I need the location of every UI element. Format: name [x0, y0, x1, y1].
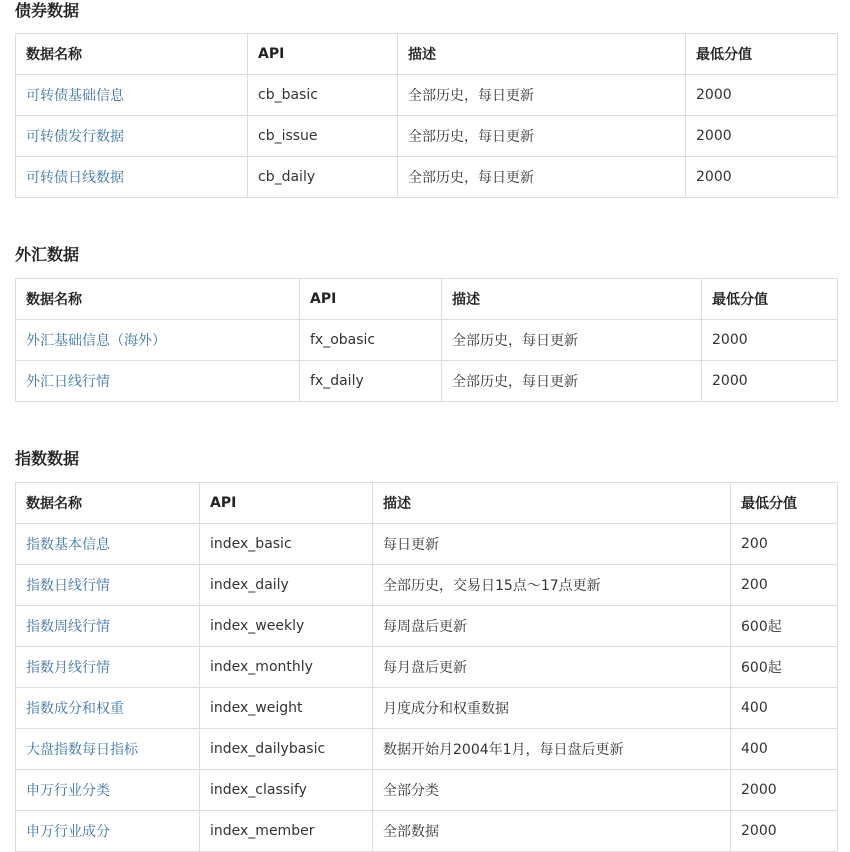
dataset-link[interactable]: 可转债日线数据 [26, 170, 124, 186]
name-cell [16, 770, 200, 811]
table-row [16, 116, 838, 157]
api-cell: index_monthly [200, 647, 373, 688]
api-cell: index_dailybasic [200, 729, 373, 770]
table-row [16, 647, 838, 688]
table-row [16, 688, 838, 729]
table-row [16, 524, 838, 565]
section-title-forex: 外汇数据 [15, 245, 80, 264]
name-cell [16, 320, 300, 361]
api-cell: index_member [200, 811, 373, 852]
description-cell: 全部历史，每日更新 [442, 361, 702, 402]
dataset-link[interactable]: 指数成分和权重 [26, 701, 124, 717]
table-row [16, 320, 838, 361]
description-cell: 全部历史，每日更新 [398, 75, 686, 116]
column-header-description: 描述 [398, 34, 686, 75]
min-score-cell: 200 [731, 565, 838, 606]
table-row [16, 361, 838, 402]
api-cell: index_weight [200, 688, 373, 729]
api-cell: cb_issue [248, 116, 398, 157]
min-score-cell: 600起 [731, 647, 838, 688]
column-header-api: API [248, 34, 398, 75]
min-score-cell: 2000 [702, 361, 838, 402]
column-header-name: 数据名称 [16, 279, 300, 320]
dataset-link[interactable]: 可转债基础信息 [26, 88, 124, 104]
dataset-link[interactable]: 指数基本信息 [26, 537, 110, 553]
column-header-min-score: 最低分值 [702, 279, 838, 320]
api-cell: index_classify [200, 770, 373, 811]
table-header-row [16, 34, 838, 75]
min-score-cell: 2000 [686, 116, 838, 157]
name-cell [16, 688, 200, 729]
description-cell: 每日更新 [373, 524, 731, 565]
description-cell: 数据开始月2004年1月，每日盘后更新 [373, 729, 731, 770]
description-cell: 全部历史，交易日15点～17点更新 [373, 565, 731, 606]
api-cell: fx_daily [300, 361, 442, 402]
table-row [16, 75, 838, 116]
name-cell [16, 647, 200, 688]
dataset-link[interactable]: 指数月线行情 [26, 660, 110, 676]
api-cell: index_basic [200, 524, 373, 565]
min-score-cell: 400 [731, 729, 838, 770]
column-header-min-score: 最低分值 [731, 483, 838, 524]
dataset-link[interactable]: 申万行业分类 [26, 783, 110, 799]
section-title-index: 指数数据 [15, 449, 80, 468]
table-row [16, 729, 838, 770]
dataset-link[interactable]: 申万行业成分 [26, 824, 110, 840]
min-score-cell: 200 [731, 524, 838, 565]
description-cell: 月度成分和权重数据 [373, 688, 731, 729]
description-cell: 每周盘后更新 [373, 606, 731, 647]
column-header-description: 描述 [442, 279, 702, 320]
name-cell [16, 811, 200, 852]
name-cell [16, 565, 200, 606]
name-cell [16, 116, 248, 157]
description-cell: 全部数据 [373, 811, 731, 852]
dataset-link[interactable]: 大盘指数每日指标 [26, 742, 138, 758]
api-cell: index_weekly [200, 606, 373, 647]
column-header-api: API [200, 483, 373, 524]
column-header-name: 数据名称 [16, 483, 200, 524]
table-row [16, 770, 838, 811]
table-row [16, 565, 838, 606]
dataset-link[interactable]: 指数日线行情 [26, 578, 110, 594]
name-cell [16, 524, 200, 565]
table-row [16, 606, 838, 647]
min-score-cell: 2000 [731, 811, 838, 852]
description-cell: 每月盘后更新 [373, 647, 731, 688]
min-score-cell: 2000 [731, 770, 838, 811]
column-header-min-score: 最低分值 [686, 34, 838, 75]
column-header-description: 描述 [373, 483, 731, 524]
table-row [16, 811, 838, 852]
table-header-row [16, 483, 838, 524]
min-score-cell: 2000 [686, 75, 838, 116]
name-cell [16, 729, 200, 770]
api-cell: cb_basic [248, 75, 398, 116]
bond-data-table [15, 33, 838, 198]
name-cell [16, 606, 200, 647]
description-cell: 全部历史，每日更新 [442, 320, 702, 361]
min-score-cell: 400 [731, 688, 838, 729]
name-cell [16, 157, 248, 198]
dataset-link[interactable]: 外汇基础信息（海外） [26, 333, 166, 349]
api-cell: cb_daily [248, 157, 398, 198]
forex-data-table [15, 278, 838, 402]
name-cell [16, 361, 300, 402]
column-header-api: API [300, 279, 442, 320]
api-cell: fx_obasic [300, 320, 442, 361]
description-cell: 全部历史，每日更新 [398, 116, 686, 157]
description-cell: 全部分类 [373, 770, 731, 811]
min-score-cell: 2000 [686, 157, 838, 198]
description-cell: 全部历史，每日更新 [398, 157, 686, 198]
name-cell [16, 75, 248, 116]
dataset-link[interactable]: 可转债发行数据 [26, 129, 124, 145]
table-row [16, 157, 838, 198]
dataset-link[interactable]: 外汇日线行情 [26, 374, 110, 390]
dataset-link[interactable]: 指数周线行情 [26, 619, 110, 635]
table-header-row [16, 279, 838, 320]
min-score-cell: 2000 [702, 320, 838, 361]
min-score-cell: 600起 [731, 606, 838, 647]
section-title-bond: 债券数据 [15, 1, 80, 20]
column-header-name: 数据名称 [16, 34, 248, 75]
api-cell: index_daily [200, 565, 373, 606]
index-data-table [15, 482, 838, 852]
